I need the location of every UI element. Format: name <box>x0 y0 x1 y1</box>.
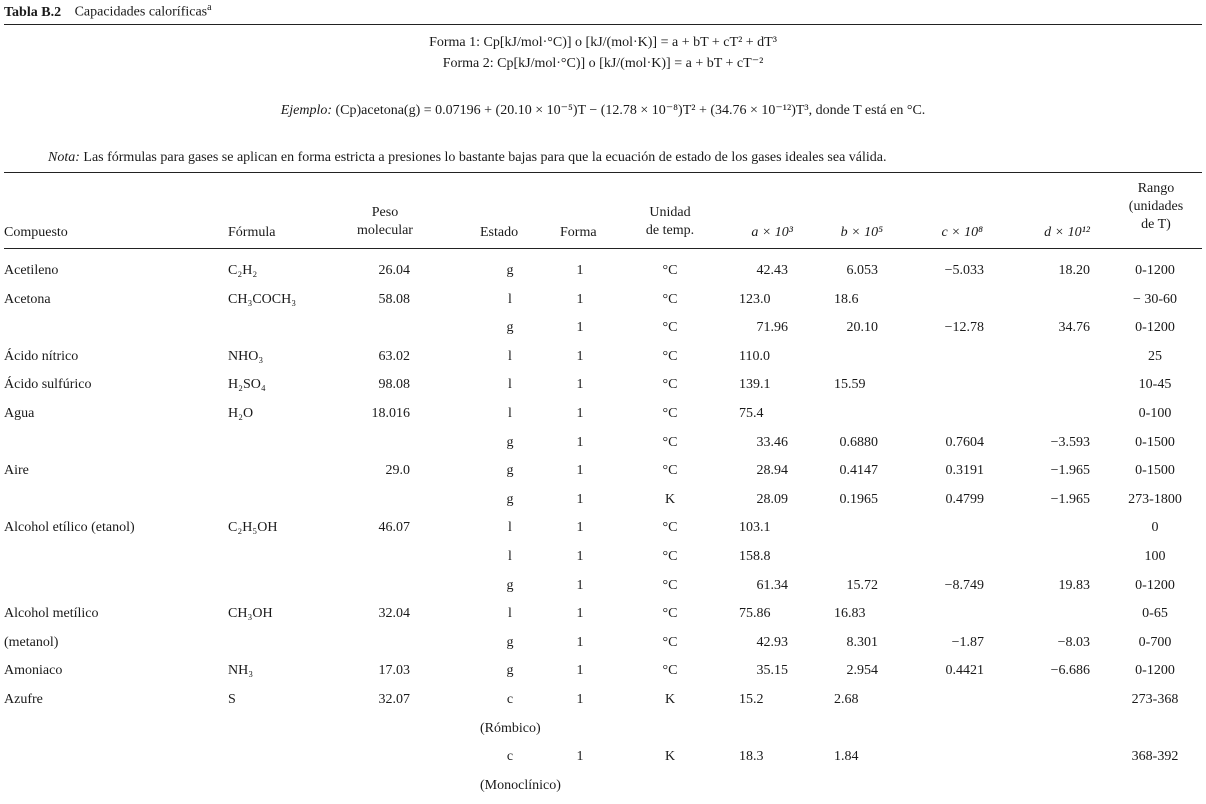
cell-rango: 0-1200 <box>1135 320 1175 335</box>
cell-formula: H₂O <box>228 406 254 421</box>
cell-rango: 100 <box>1144 549 1166 564</box>
cell-b: 20.10 <box>846 320 878 335</box>
cell-compuesto: Acetona <box>4 292 51 307</box>
cell-estado: l <box>508 377 512 392</box>
header-a: a × 10³ <box>751 225 793 240</box>
cell-compuesto: Amoniaco <box>4 663 63 678</box>
cell-d: −1.965 <box>1050 492 1090 507</box>
cell-compuesto: Alcohol etílico (etanol) <box>4 520 135 535</box>
header-peso-line2: molecular <box>357 223 413 238</box>
cell-b: 0.4147 <box>839 463 878 478</box>
cell-a: 139.1 <box>739 377 771 392</box>
header-rango-line3: de T) <box>1141 217 1171 232</box>
cell-b: 1.84 <box>834 749 859 764</box>
cell-c: 0.4799 <box>945 492 984 507</box>
cell-b: 6.053 <box>846 263 878 278</box>
cell-estado: g <box>506 663 514 678</box>
cell-peso: 26.04 <box>378 263 410 278</box>
cell-a: 75.86 <box>739 606 771 621</box>
cell-b: 16.83 <box>834 606 866 621</box>
header-formula: Fórmula <box>228 225 276 240</box>
cell-peso: 29.0 <box>385 463 410 478</box>
cell-unidad: K <box>664 492 676 507</box>
cell-rango: 273-368 <box>1131 692 1179 707</box>
cell-unidad: °C <box>662 463 678 478</box>
table-title <box>4 2 212 21</box>
cell-unidad: °C <box>662 377 678 392</box>
cell-forma: 1 <box>576 406 584 421</box>
formula-form-2: Forma 2: Cp[kJ/mol·°C)] o [kJ/(mol·K)] = a + bT + cT⁻² <box>442 56 764 71</box>
header-rango <box>1110 180 1202 234</box>
cell-d: −3.593 <box>1050 435 1090 450</box>
cell-compuesto: Ácido sulfúrico <box>4 377 92 392</box>
cell-forma: 1 <box>576 492 584 507</box>
cell-peso: 32.04 <box>378 606 410 621</box>
cell-c: −12.78 <box>944 320 984 335</box>
cell-formula: H₂SO₄ <box>228 377 266 392</box>
cell-rango: 0-65 <box>1142 606 1168 621</box>
cell-rango: 273-1800 <box>1128 492 1182 507</box>
table-number: Tabla B.2 <box>4 4 62 20</box>
cell-peso: 18.016 <box>371 406 410 421</box>
cell-compuesto: Acetileno <box>4 263 59 278</box>
cell-estado: c <box>506 749 514 764</box>
cell-b: 0.1965 <box>839 492 878 507</box>
cell-a: 28.94 <box>756 463 788 478</box>
header-peso <box>340 204 430 240</box>
table-title-text: Capacidades caloríficas <box>74 4 208 20</box>
cell-b: 15.59 <box>834 377 866 392</box>
cell-a: 123.0 <box>739 292 771 307</box>
cell-unidad: °C <box>662 635 678 650</box>
formula-form-1: Forma 1: Cp[kJ/mol·°C)] o [kJ/(mol·K)] = a + bT + cT² + dT³ <box>429 35 777 50</box>
cell-a: 35.15 <box>756 663 788 678</box>
cell-estado: (Rómbico) <box>480 721 541 736</box>
cell-compuesto: (metanol) <box>4 635 59 650</box>
example-label: Ejemplo: <box>280 103 333 118</box>
cell-compuesto: Alcohol metílico <box>4 606 99 621</box>
cell-peso: 17.03 <box>378 663 410 678</box>
cell-peso: 46.07 <box>378 520 410 535</box>
top-rule <box>4 24 1202 25</box>
header-rango-line1: Rango <box>1137 181 1175 196</box>
header-peso-line1: Peso <box>371 205 399 220</box>
cell-forma: 1 <box>576 692 584 707</box>
cell-a: 42.43 <box>756 263 788 278</box>
cell-a: 42.93 <box>756 635 788 650</box>
cell-a: 33.46 <box>756 435 788 450</box>
example-text: (Cp)acetona(g) = 0.07196 + (20.10 × 10⁻⁵)T − (12.78 × 10⁻⁸)T² + (34.76 × 10⁻¹²)T³, donde T está en °C. <box>335 103 926 118</box>
cell-d: −1.965 <box>1050 463 1090 478</box>
cell-forma: 1 <box>576 463 584 478</box>
cell-estado: (Monoclínico) <box>480 778 561 793</box>
cell-estado: g <box>506 463 514 478</box>
cell-a: 61.34 <box>756 578 788 593</box>
cell-a: 15.2 <box>739 692 764 707</box>
cell-unidad: °C <box>662 263 678 278</box>
cell-a: 18.3 <box>739 749 764 764</box>
cell-unidad: °C <box>662 549 678 564</box>
cell-c: −5.033 <box>944 263 984 278</box>
cell-forma: 1 <box>576 377 584 392</box>
cell-unidad: K <box>664 749 676 764</box>
cell-rango: 0-100 <box>1138 406 1172 421</box>
cell-unidad: °C <box>662 606 678 621</box>
cell-unidad: °C <box>662 349 678 364</box>
header-estado: Estado <box>480 225 519 240</box>
cell-forma: 1 <box>576 606 584 621</box>
cell-unidad: °C <box>662 292 678 307</box>
cell-estado: g <box>506 578 514 593</box>
header-top-rule <box>4 172 1202 173</box>
cell-estado: l <box>508 349 512 364</box>
cell-rango: 0-1500 <box>1135 463 1175 478</box>
cell-forma: 1 <box>576 578 584 593</box>
cell-rango: 0-700 <box>1138 635 1172 650</box>
cell-unidad: °C <box>662 435 678 450</box>
cell-forma: 1 <box>576 663 584 678</box>
cell-forma: 1 <box>576 520 584 535</box>
cell-rango: − 30-60 <box>1132 292 1178 307</box>
cell-estado: g <box>506 263 514 278</box>
cell-estado: l <box>508 292 512 307</box>
cell-rango: 25 <box>1148 349 1162 364</box>
cell-forma: 1 <box>576 749 584 764</box>
cell-forma: 1 <box>576 320 584 335</box>
cell-forma: 1 <box>576 263 584 278</box>
cell-d: 18.20 <box>1058 263 1090 278</box>
example-line <box>0 102 1206 119</box>
cell-rango: 368-392 <box>1131 749 1179 764</box>
cell-formula: CH₃COCH₃ <box>228 292 297 307</box>
header-bottom-rule <box>4 248 1202 249</box>
cell-a: 158.8 <box>739 549 771 564</box>
header-unidad-line1: Unidad <box>649 205 691 220</box>
cell-forma: 1 <box>576 349 584 364</box>
cell-rango: 0-1500 <box>1135 435 1175 450</box>
cell-b: 2.954 <box>846 663 878 678</box>
cell-peso: 58.08 <box>378 292 410 307</box>
cell-compuesto: Azufre <box>4 692 43 707</box>
cell-c: 0.7604 <box>945 435 984 450</box>
cell-estado: c <box>506 692 514 707</box>
cell-rango: 0 <box>1151 520 1159 535</box>
cell-compuesto: Ácido nítrico <box>4 349 79 364</box>
header-d: d × 10¹² <box>1044 225 1090 240</box>
cell-peso: 63.02 <box>378 349 410 364</box>
cell-c: 0.4421 <box>945 663 984 678</box>
header-forma: Forma <box>560 225 597 240</box>
cell-unidad: °C <box>662 578 678 593</box>
cell-rango: 0-1200 <box>1135 578 1175 593</box>
cell-unidad: °C <box>662 406 678 421</box>
cell-compuesto: Aire <box>4 463 29 478</box>
cell-a: 71.96 <box>756 320 788 335</box>
cell-formula: C₂H₂ <box>228 263 258 278</box>
cell-unidad: °C <box>662 320 678 335</box>
cell-rango: 0-1200 <box>1135 263 1175 278</box>
cell-d: 19.83 <box>1058 578 1090 593</box>
header-unidad <box>630 204 710 240</box>
cell-b: 8.301 <box>846 635 878 650</box>
cell-formula: NH₃ <box>228 663 254 678</box>
cell-estado: g <box>506 320 514 335</box>
cell-b: 15.72 <box>846 578 878 593</box>
note-label: Nota: <box>48 150 80 165</box>
header-c: c × 10⁸ <box>941 225 983 240</box>
cell-b: 18.6 <box>834 292 859 307</box>
table-title-footnote: a <box>207 2 212 13</box>
cell-a: 110.0 <box>739 349 770 364</box>
cell-d: 34.76 <box>1058 320 1090 335</box>
cell-forma: 1 <box>576 549 584 564</box>
cell-estado: l <box>508 406 512 421</box>
cell-estado: g <box>506 635 514 650</box>
header-compuesto: Compuesto <box>4 225 68 240</box>
cell-estado: l <box>508 520 512 535</box>
header-rango-line2: (unidades <box>1128 199 1184 214</box>
cell-formula: NHO₃ <box>228 349 264 364</box>
header-unidad-line2: de temp. <box>645 223 695 238</box>
header-b: b × 10⁵ <box>840 225 883 240</box>
cell-a: 75.4 <box>739 406 764 421</box>
cell-d: −6.686 <box>1050 663 1090 678</box>
note-line <box>48 150 887 166</box>
cell-formula: CH₃OH <box>228 606 273 621</box>
cell-rango: 10-45 <box>1138 377 1172 392</box>
cell-a: 103.1 <box>739 520 771 535</box>
cell-c: 0.3191 <box>945 463 984 478</box>
cell-unidad: °C <box>662 520 678 535</box>
cell-b: 0.6880 <box>839 435 878 450</box>
cell-rango: 0-1200 <box>1135 663 1175 678</box>
cell-formula: S <box>228 692 236 707</box>
cell-forma: 1 <box>576 635 584 650</box>
cell-c: −1.87 <box>951 635 984 650</box>
cell-estado: l <box>508 549 512 564</box>
cell-peso: 98.08 <box>378 377 410 392</box>
cell-compuesto: Agua <box>4 406 35 421</box>
cell-peso: 32.07 <box>378 692 410 707</box>
cell-estado: g <box>506 492 514 507</box>
cell-unidad: K <box>664 692 676 707</box>
cell-formula: C₂H₅OH <box>228 520 278 535</box>
cell-estado: g <box>506 435 514 450</box>
cell-estado: l <box>508 606 512 621</box>
note-text: Las fórmulas para gases se aplican en forma estricta a presiones lo bastante bajas para que la ecuación de estado de los gases ideales sea válida. <box>83 150 887 165</box>
cell-forma: 1 <box>576 435 584 450</box>
cell-a: 28.09 <box>756 492 788 507</box>
cell-forma: 1 <box>576 292 584 307</box>
cell-b: 2.68 <box>834 692 859 707</box>
cell-d: −8.03 <box>1057 635 1090 650</box>
cell-unidad: °C <box>662 663 678 678</box>
cell-c: −8.749 <box>944 578 984 593</box>
